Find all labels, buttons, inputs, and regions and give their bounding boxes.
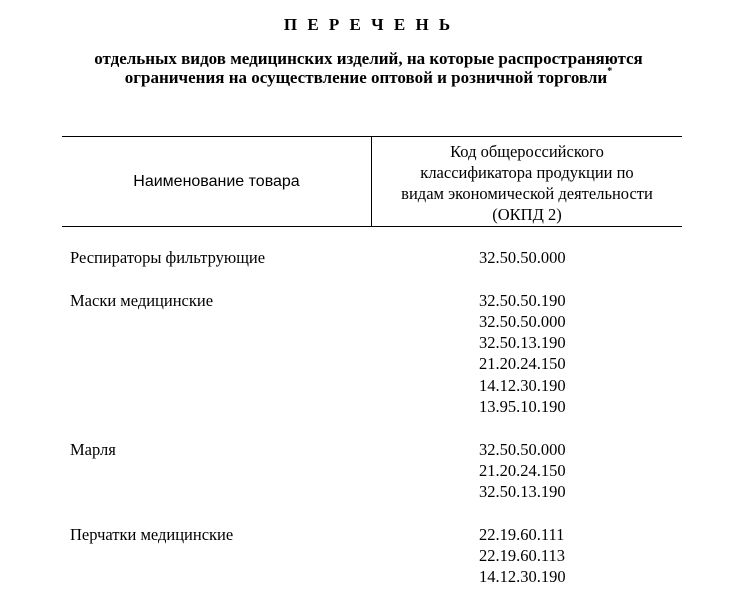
okpd-code: 32.50.13.190 (479, 333, 566, 353)
subtitle-line-1: отдельных видов медицинских изделий, на которые распространяются (94, 49, 643, 68)
product-name: Маски медицинские (70, 290, 214, 310)
okpd-code: 21.20.24.150 (479, 354, 566, 374)
table-row (0, 524, 737, 588)
footnote-mark: * (607, 66, 613, 78)
table-top-rule (62, 136, 682, 137)
table-row (0, 290, 737, 418)
product-name: Марля (70, 439, 116, 459)
okpd-code: 32.50.50.000 (479, 311, 566, 331)
table-row (0, 247, 737, 268)
product-codes (479, 290, 679, 418)
okpd-code: 14.12.30.190 (479, 567, 566, 587)
okpd-code: 21.20.24.150 (479, 460, 566, 480)
product-codes (479, 439, 679, 503)
subtitle-line-2 (0, 68, 737, 87)
table-header-bottom-rule (62, 226, 682, 227)
table-row (0, 439, 737, 503)
header-code-line-4: (ОКПД 2) (492, 205, 562, 224)
okpd-code: 32.50.50.000 (479, 439, 566, 459)
product-codes (479, 247, 679, 268)
document-subtitle (0, 49, 737, 87)
table-body (0, 247, 737, 588)
okpd-code: 22.19.60.111 (479, 524, 565, 544)
product-codes (479, 524, 679, 588)
okpd-code: 32.50.50.190 (479, 290, 566, 310)
header-code-line-1: Код общероссийского (450, 142, 604, 161)
okpd-code: 32.50.50.000 (479, 248, 566, 267)
header-code-line-3: видам экономической деятельности (401, 184, 653, 203)
okpd-code: 13.95.10.190 (479, 397, 566, 417)
header-product-name: Наименование товара (133, 173, 300, 190)
subtitle-line-2-text: ограничения на осуществление оптовой и розничной торговли (124, 68, 608, 87)
product-name: Перчатки медицинские (70, 524, 234, 544)
header-okpd-code (372, 141, 682, 225)
header-code-line-2: классификатора продукции по (420, 163, 634, 182)
product-name: Респираторы фильтрующие (70, 248, 266, 267)
okpd-code: 14.12.30.190 (479, 375, 566, 395)
okpd-code: 22.19.60.113 (479, 546, 566, 566)
document-title: П Е Р Е Ч Е Н Ь (283, 15, 454, 34)
okpd-code: 32.50.13.190 (479, 482, 566, 502)
